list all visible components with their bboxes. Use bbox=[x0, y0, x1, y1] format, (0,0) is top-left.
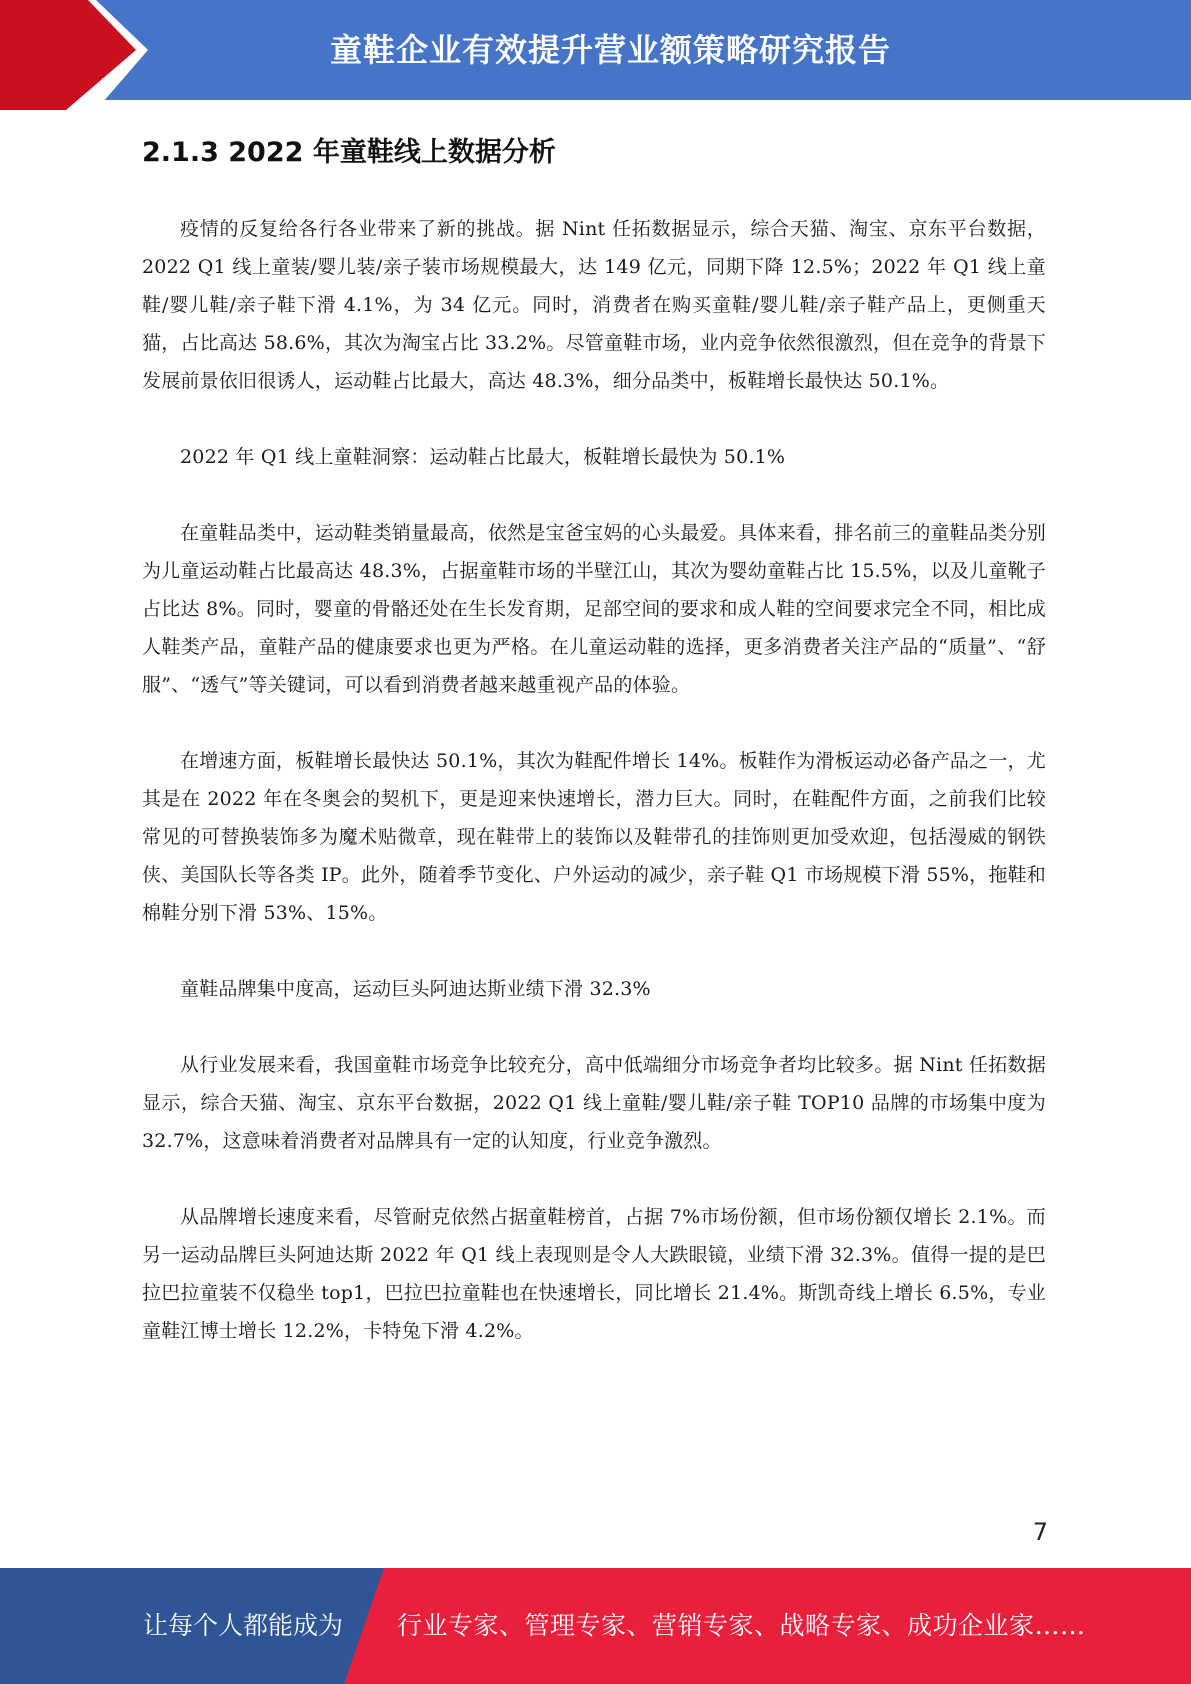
paragraph-category-analysis: 在童鞋品类中，运动鞋类销量最高，依然是宝爸宝妈的心头最爱。具体来看，排名前三的童鞋品类分别为儿童运动鞋占比最高达 48.3%，占据童鞋市场的半壁江山，其次为婴幼童鞋占比 15.5%，以及儿童靴子占比达 8%。同时，婴童的骨骼还处在生长发育期，足部空间的要求和成人鞋的空间要求完全不同，相比成人鞋类产品，童鞋产品的健康要求也更为严格。在儿童运动鞋的选择，更多消费者关注产品的“质量”、“舒服”、“透气”等关键词，可以看到消费者越来越重视产品的体验。 bbox=[142, 522, 1046, 696]
section-heading: 2.1.3 2022 年童鞋线上数据分析 bbox=[142, 137, 556, 168]
body-text bbox=[142, 210, 1046, 1350]
subheading-brand-concentration: 童鞋品牌集中度高，运动巨头阿迪达斯业绩下滑 32.3% bbox=[180, 978, 651, 1000]
footer-slogan-left: 让每个人都能成为 bbox=[143, 1611, 344, 1640]
page-number: 7 bbox=[1032, 1518, 1048, 1546]
paragraph-growth-analysis: 在增速方面，板鞋增长最快达 50.1%，其次为鞋配件增长 14%。板鞋作为滑板运动必备产品之一，尤其是在 2022 年在冬奥会的契机下，更是迎来快速增长，潜力巨大。同时，在鞋配件方面，之前我们比较常见的可替换装饰多为魔术贴微章，现在鞋带上的装饰以及鞋带孔的挂饰则更加受欢迎，包括漫威的钢铁侠、美国队长等各类 IP。此外，随着季节变化、户外运动的减少，亲子鞋 Q1 市场规模下滑 55%，拖鞋和棉鞋分别下滑 53%、15%。 bbox=[142, 750, 1046, 924]
page-footer bbox=[0, 1568, 1191, 1684]
page-header bbox=[0, 0, 1191, 111]
paragraph-brand-growth: 从品牌增长速度来看，尽管耐克依然占据童鞋榜首，占据 7%市场份额，但市场份额仅增长 2.1%。而另一运动品牌巨头阿迪达斯 2022 年 Q1 线上表现则是令人大跌眼镜，业绩下滑 32.3%。值得一提的是巴拉巴拉童装不仅稳坐 top1，巴拉巴拉童鞋也在快速增长，同比增长 21.4%。斯凯奇线上增长 6.5%，专业童鞋江博士增长 12.2%，卡特兔下滑 4.2%。 bbox=[142, 1206, 1046, 1342]
paragraph-industry-competition: 从行业发展来看，我国童鞋市场竞争比较充分，高中低端细分市场竞争者均比较多。据 Nint 任拓数据显示，综合天猫、淘宝、京东平台数据，2022 Q1 线上童鞋/婴儿鞋/亲子鞋 TOP10 品牌的市场集中度为 32.7%，这意味着消费者对品牌具有一定的认知度，行业竞争激烈。 bbox=[142, 1054, 1046, 1152]
report-title: 童鞋企业有效提升营业额策略研究报告 bbox=[329, 31, 891, 69]
footer-slogan-right: 行业专家、管理专家、营销专家、战略专家、成功企业家…… bbox=[397, 1611, 1086, 1640]
subheading-q1-insight: 2022 年 Q1 线上童鞋洞察：运动鞋占比最大，板鞋增长最快为 50.1% bbox=[180, 446, 786, 468]
paragraph-market-overview: 疫情的反复给各行各业带来了新的挑战。据 Nint 任拓数据显示，综合天猫、淘宝、京东平台数据，2022 Q1 线上童装/婴儿装/亲子装市场规模最大，达 149 亿元，同期下降 12.5%；2022 年 Q1 线上童鞋/婴儿鞋/亲子鞋下滑 4.1%，为 34 亿元。同时，消费者在购买童鞋/婴儿鞋/亲子鞋产品上，更侧重天猫，占比高达 58.6%，其次为淘宝占比 33.2%。尽管童鞋市场，业内竞争依然很激烈，但在竞争的背景下发展前景依旧很诱人，运动鞋占比最大，高达 48.3%，细分品类中，板鞋增长最快达 50.1%。 bbox=[142, 218, 1046, 392]
